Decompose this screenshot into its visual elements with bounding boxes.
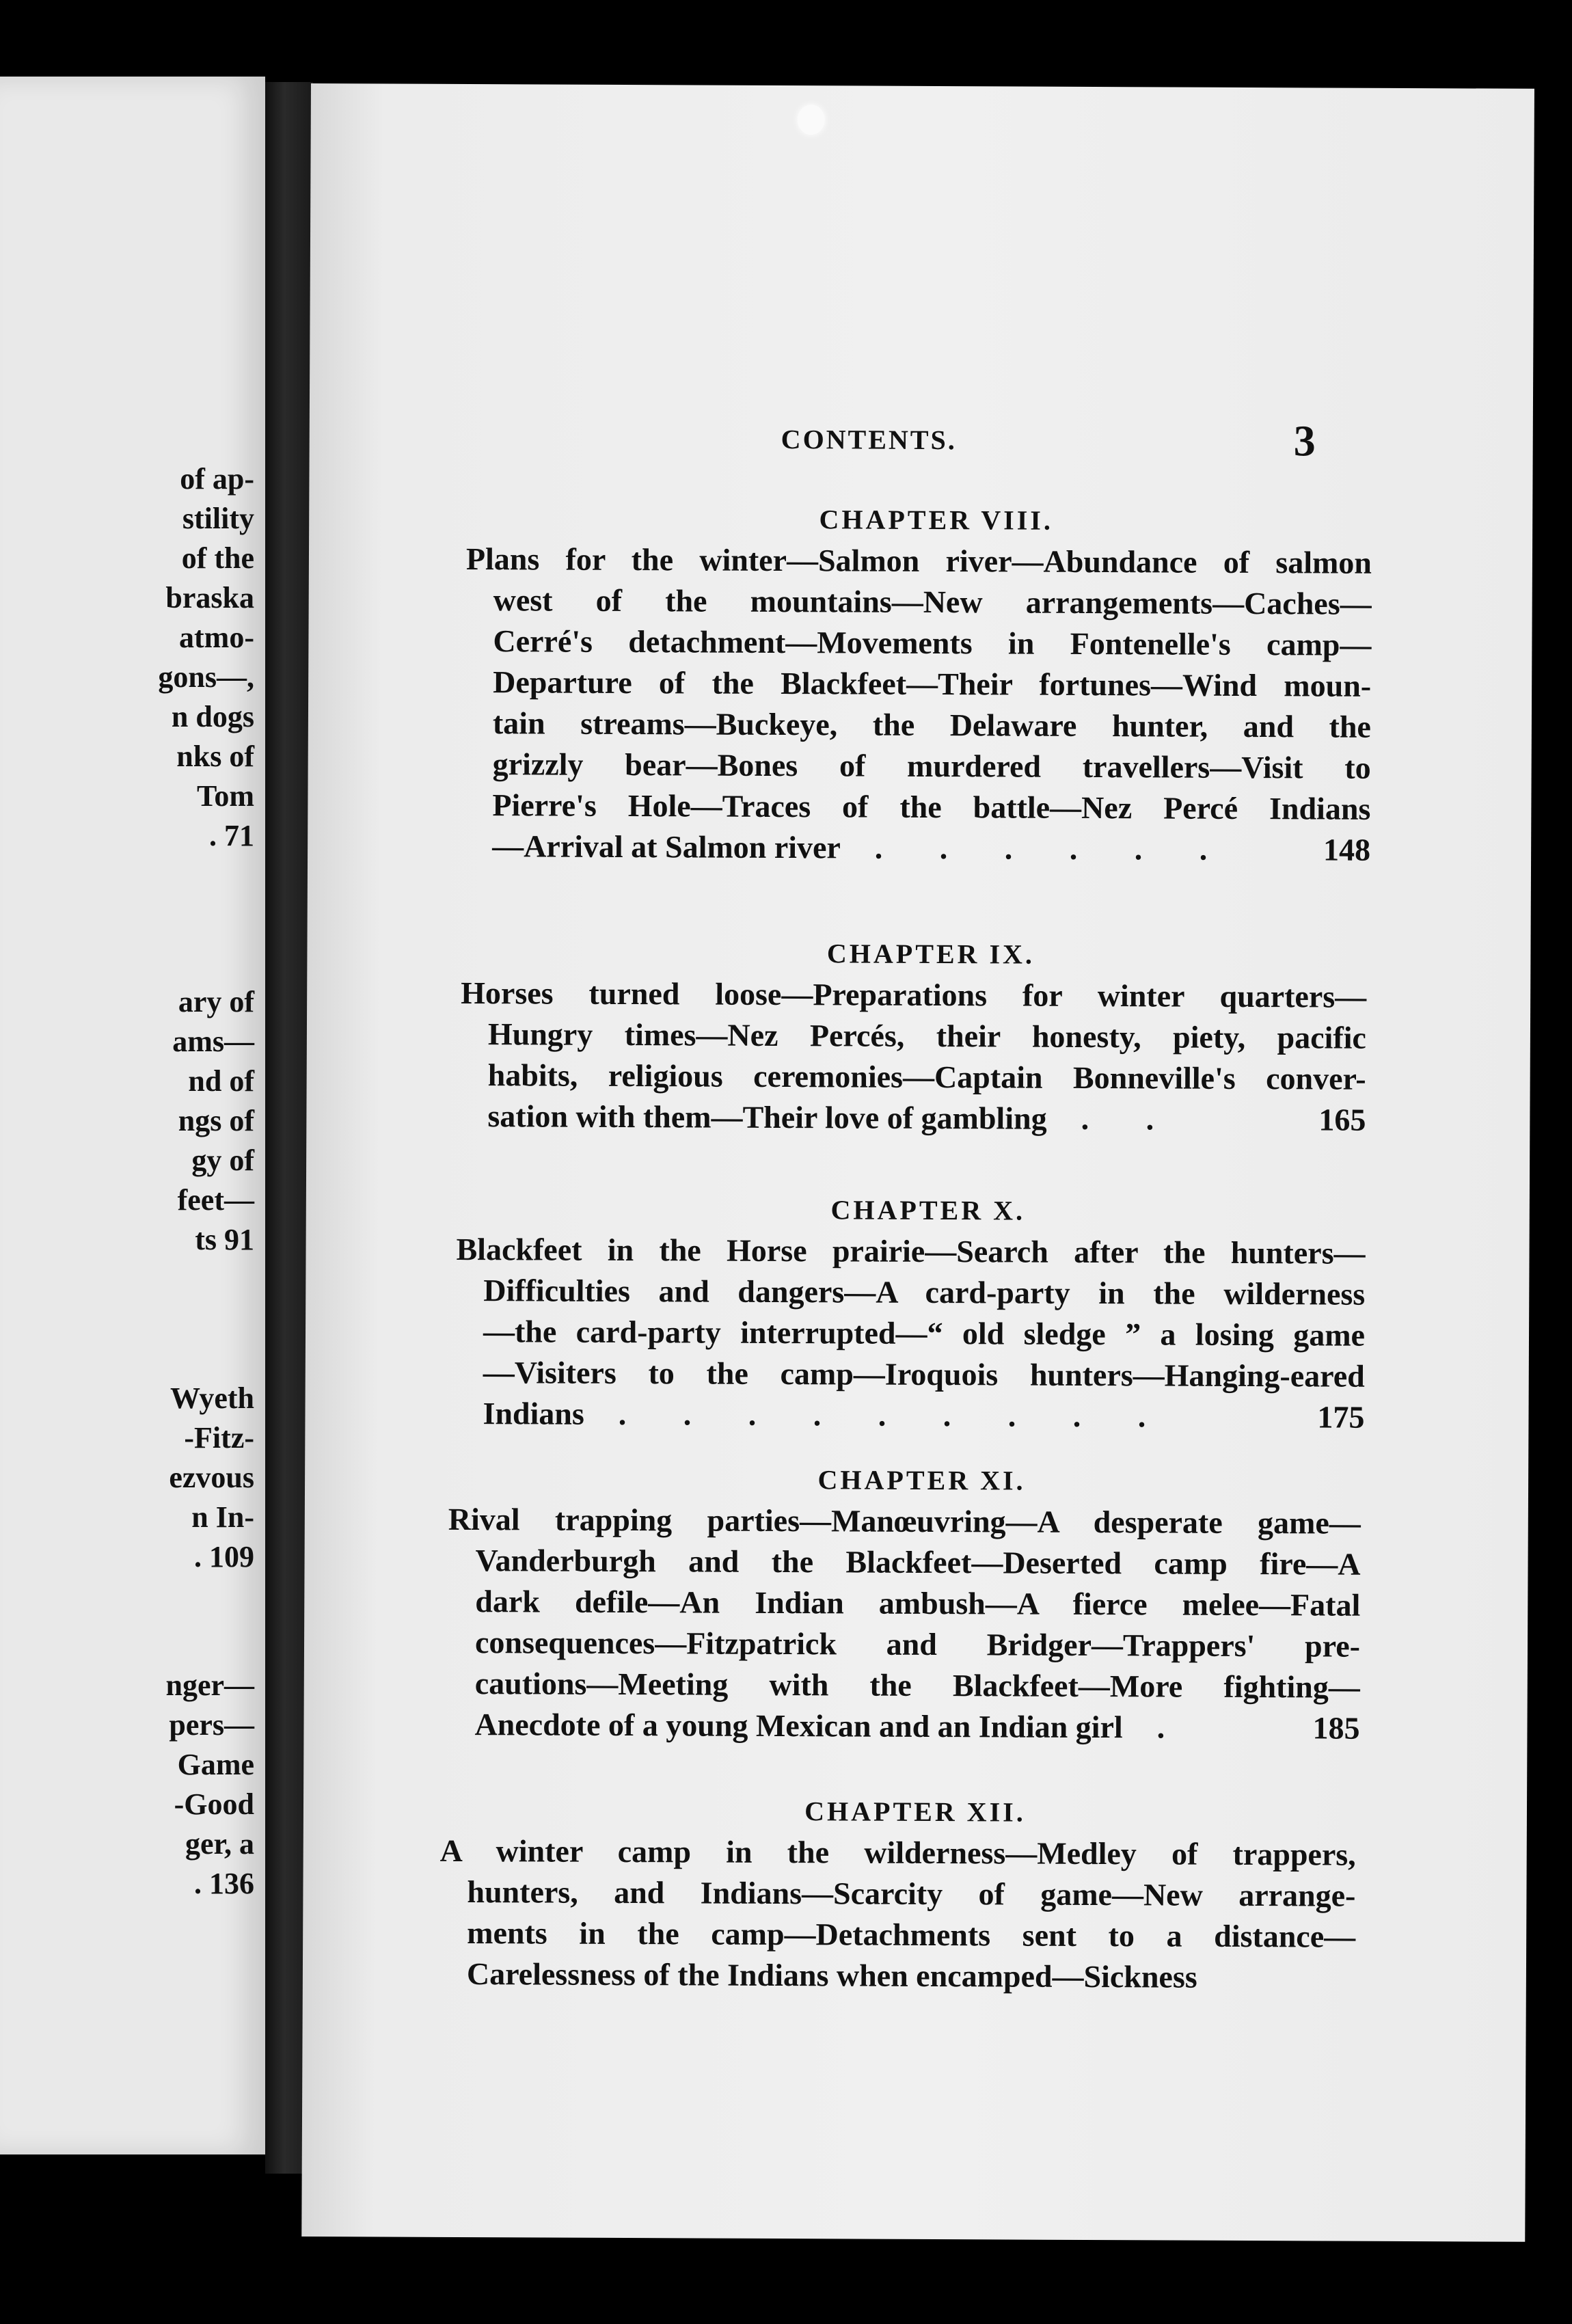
contents-line [493, 703, 1371, 748]
contents-line [487, 1096, 1366, 1141]
contents-line-text: Vanderburgh and the Blackfeet—Deserted camp fire—A [475, 1543, 1361, 1582]
contents-line [483, 1393, 1364, 1438]
left-page-line: ngs of [178, 1104, 254, 1137]
contents-line-text: —Arrival at Salmon river [492, 828, 841, 865]
left-page-line: ams— [172, 1025, 254, 1058]
left-page-line: nger— [165, 1668, 254, 1702]
contents-line-text: tain streams—Buckeye, the Delaware hunter, and the [492, 705, 1372, 744]
left-page-line: gons—, [158, 660, 254, 694]
leader-dots: . . [1081, 1100, 1179, 1137]
contents-line [493, 621, 1371, 666]
contents-line [493, 662, 1371, 707]
contents-line-text: grizzly bear—Bones of murdered travellers—Visit to [492, 746, 1371, 785]
contents-line-text: A winter camp in the wilderness—Medley of trappers, [439, 1833, 1356, 1872]
left-page-fragment [0, 77, 265, 2154]
contents-line [488, 1055, 1366, 1100]
chapter-heading: CHAPTER XI. [817, 1464, 1026, 1496]
contents-line-text: Indians [483, 1396, 584, 1431]
chapter-xii [303, 1789, 1527, 1999]
left-page-line: Game [177, 1748, 254, 1781]
contents-line [467, 1913, 1355, 1958]
page-reference: 175 [1317, 1399, 1365, 1435]
left-page-line: nks of [176, 740, 254, 773]
left-page-line: -Fitz- [184, 1421, 254, 1455]
contents-line-text: Anecdote of a young Mexican and an Indian girl [474, 1707, 1123, 1745]
contents-line [492, 826, 1370, 871]
left-page-line: of the [181, 541, 254, 575]
contents-line [488, 1014, 1366, 1059]
contents-line-text: sation with them—Their love of gambling [487, 1098, 1047, 1136]
left-page-line: ary of [178, 985, 254, 1018]
contents-line-text: —the card-party interrupted—“ old sledge ” a losing game [483, 1314, 1366, 1353]
chapter-viii [308, 497, 1532, 871]
leader-dots: . . . . . . . . . [618, 1396, 1171, 1434]
contents-line-text: Carelessness of the Indians when encamped—Sickness [466, 1956, 1197, 1995]
left-page-group [0, 982, 254, 1260]
page-reference: 165 [1318, 1102, 1366, 1137]
contents-line-text: ments in the camp—Detachments sent to a distance— [467, 1915, 1356, 1954]
contents-line [467, 1872, 1355, 1917]
contents-line [475, 1581, 1360, 1626]
contents-line [474, 1704, 1359, 1749]
left-page-line: braska [165, 581, 254, 614]
chapter-heading: CHAPTER XII. [804, 1796, 1026, 1828]
left-page-line: ts 91 [195, 1223, 254, 1256]
contents-line [466, 539, 1372, 584]
page-reference: 148 [1323, 832, 1371, 867]
contents-line-text: cautions—Meeting with the Blackfeet—More fighting— [474, 1666, 1360, 1705]
contents-line [467, 1954, 1355, 1999]
chapter-heading: CHAPTER X. [830, 1194, 1026, 1226]
chapter-xi [303, 1457, 1528, 1750]
contents-line [440, 1830, 1356, 1876]
left-page-line: ezvous [169, 1461, 254, 1494]
left-page-line: n In- [191, 1500, 254, 1534]
page-number: 3 [1293, 416, 1316, 465]
left-page-line: atmo- [179, 621, 254, 654]
left-page-group [0, 459, 254, 856]
contents-line-text: hunters, and Indians—Scarcity of game—New arrange- [467, 1874, 1356, 1913]
left-page-line: gy of [191, 1144, 254, 1177]
leader-dots: . . . . . . [874, 830, 1232, 867]
left-page-line: ger, a [185, 1827, 254, 1861]
left-page-line: -Good [174, 1787, 254, 1821]
contents-line [493, 580, 1372, 625]
page-reference: 185 [1312, 1710, 1360, 1746]
left-page-line: . 71 [209, 819, 254, 852]
chapter-x [305, 1187, 1530, 1439]
leader-dots: . [1156, 1710, 1190, 1745]
contents-line-text: dark defile—An Indian ambush—A fierce melee—Fatal [475, 1584, 1361, 1623]
chapter-heading: CHAPTER VIII. [819, 504, 1054, 536]
contents-line [461, 973, 1366, 1018]
contents-line [483, 1270, 1365, 1315]
contents-line-text: Rival trapping parties—Manœuvring—A desperate game— [448, 1501, 1361, 1541]
left-page-group [0, 1666, 254, 1904]
left-page-line: feet— [177, 1183, 254, 1217]
contents-line-text: Horses turned loose—Preparations for winter quarters— [461, 975, 1367, 1014]
contents-line [492, 785, 1370, 830]
contents-line-text: Departure of the Blackfeet—Their fortunes—Wind moun- [493, 664, 1372, 703]
contents-line [493, 744, 1371, 789]
chapter-heading: CHAPTER IX. [826, 938, 1035, 970]
left-page-line: nd of [188, 1064, 254, 1098]
contents-line [475, 1622, 1360, 1667]
contents-line-text: consequences—Fitzpatrick and Bridger—Trappers' pre- [474, 1625, 1361, 1664]
right-page [301, 83, 1534, 2242]
left-page-line: Wyeth [170, 1381, 254, 1415]
contents-line [483, 1352, 1365, 1397]
contents-line [475, 1663, 1360, 1708]
left-page-group [0, 1379, 254, 1577]
contents-line [475, 1540, 1360, 1585]
contents-line-text: Blackfeet in the Horse prairie—Search after the hunters— [456, 1231, 1366, 1271]
left-page-line: stility [182, 502, 254, 535]
chapter-ix [306, 931, 1530, 1141]
left-page-line: . 109 [194, 1540, 254, 1573]
left-page-line: of ap- [180, 462, 254, 496]
left-page-line: Tom [197, 779, 254, 813]
contents-line [448, 1499, 1361, 1544]
left-page-line: . 136 [194, 1867, 254, 1900]
left-page-line: n dogs [171, 700, 254, 733]
running-head [310, 411, 1533, 472]
contents-line-text: —Visiters to the camp—Iroquois hunters—Hanging-eared [483, 1355, 1365, 1394]
left-page-line: pers— [169, 1708, 254, 1742]
contents-line-text: Difficulties and dangers—A card-party in the wilderness [483, 1273, 1366, 1312]
contents-line-text: Cerré's detachment—Movements in Fontenelle's camp— [493, 623, 1372, 662]
paper-blemish [798, 105, 825, 135]
contents-line [483, 1311, 1365, 1356]
contents-line-text: west of the mountains—New arrangements—Caches— [493, 582, 1372, 621]
contents-line-text: habits, religious ceremonies—Captain Bonneville's conver- [487, 1057, 1366, 1096]
contents-line-text: Plans for the winter—Salmon river—Abundance of salmon [465, 541, 1372, 580]
running-title: CONTENTS. [781, 424, 957, 456]
contents-line-text: Hungry times—Nez Percés, their honesty, piety, pacific [487, 1016, 1367, 1055]
contents-line-text: Pierre's Hole—Traces of the battle—Nez Percé Indians [492, 787, 1371, 826]
contents-line [456, 1229, 1365, 1274]
